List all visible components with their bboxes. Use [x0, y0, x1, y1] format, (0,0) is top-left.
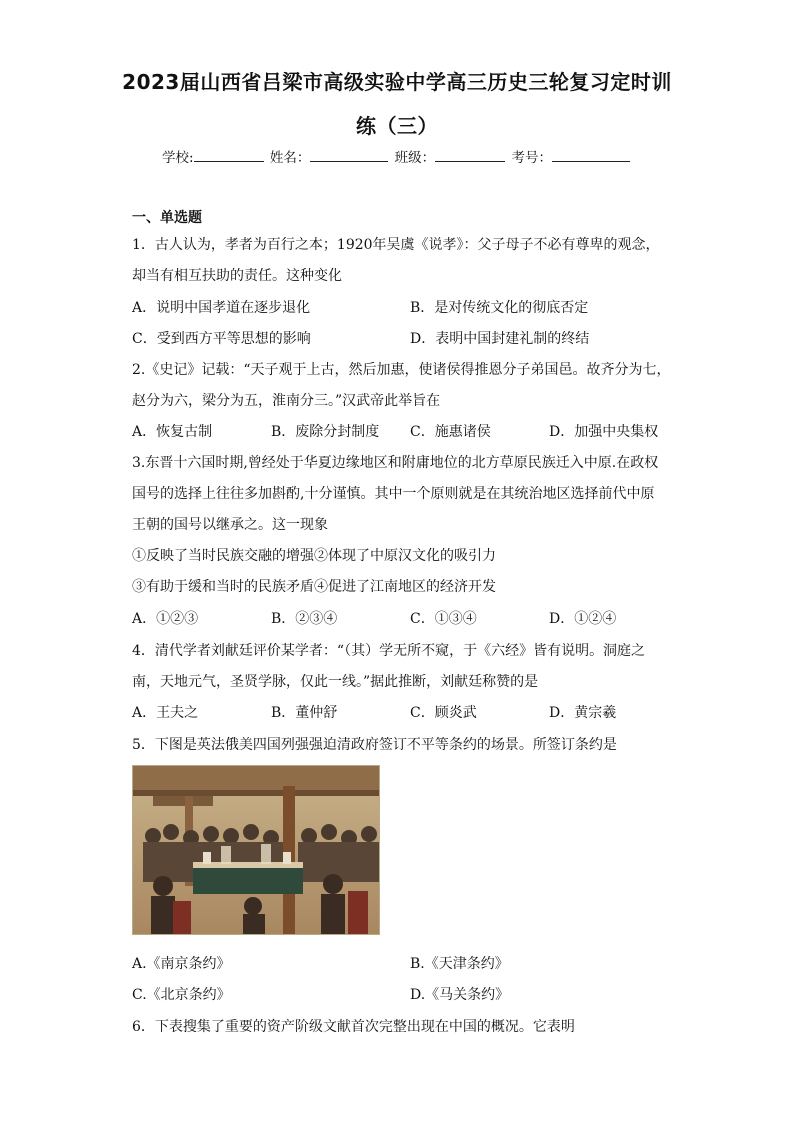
q3-stem-line2: 国号的选择上往往多加斟酌,十分谨慎。其中一个原则就是在其统治地区选择前代中原	[132, 486, 655, 502]
q4-stem-line1: 4．清代学者刘献廷评价某学者：“（其）学无所不窥，于《六经》皆有说明。洞庭之	[132, 643, 646, 659]
q4-stem-line2: 南，天地元气，圣贤学脉，仅此一线。”据此推断，刘献廷称赞的是	[132, 674, 539, 690]
q2-stem-line1: 2.《史记》记载：“天子观于上古，然后加惠，使诸侯得推恩分子弟国邑。故齐分为七，	[132, 362, 671, 378]
q1-stem-line1: 1．古人认为，孝者为百行之本；1920年吴虞《说孝》：父子母子不必有尊卑的观念，	[132, 237, 660, 253]
q3-statements-1: ①反映了当时民族交融的增强②体现了中原汉文化的吸引力	[132, 548, 496, 564]
q3-option-c[interactable]: C．①③④	[410, 611, 477, 627]
q5-option-c[interactable]: C.《北京条约》	[132, 987, 231, 1003]
name-label: 姓名：	[269, 150, 311, 166]
q6-stem-line1: 6．下表搜集了重要的资产阶级文献首次完整出现在中国的概况。它表明	[132, 1019, 575, 1035]
q3-option-a[interactable]: A．①②③	[132, 611, 199, 627]
q3-stem-line1: 3.东晋十六国时期,曾经处于华夏边缘地区和附庸地位的北方草原民族迁入中原.在政权	[132, 455, 659, 471]
q4-option-a[interactable]: A．王夫之	[132, 705, 199, 721]
exam-no-blank[interactable]	[552, 149, 630, 162]
q2-option-a[interactable]: A．恢复古制	[132, 424, 213, 440]
q4-option-b[interactable]: B．董仲舒	[271, 705, 338, 721]
page-title: 2023届山西省吕梁市高级实验中学高三历史三轮复习定时训	[122, 70, 672, 94]
q2-option-b[interactable]: B．废除分封制度	[271, 424, 380, 440]
q5-option-d[interactable]: D.《马关条约》	[410, 987, 510, 1003]
q2-option-d[interactable]: D．加强中央集权	[549, 424, 659, 440]
section-title: 一、单选题	[132, 210, 202, 226]
q1-option-d[interactable]: D．表明中国封建礼制的终结	[410, 331, 590, 347]
q1-option-c[interactable]: C．受到西方平等思想的影响	[132, 331, 311, 347]
q1-stem-line2: 却当有相互扶助的责任。这种变化	[132, 268, 342, 284]
class-label: 班级：	[394, 150, 436, 166]
name-blank[interactable]	[310, 149, 388, 162]
exam-no-label: 考号：	[511, 150, 552, 166]
q5-option-b[interactable]: B.《天津条约》	[410, 956, 509, 972]
q5-option-a[interactable]: A.《南京条约》	[132, 956, 231, 972]
q4-option-c[interactable]: C．顾炎武	[410, 705, 477, 721]
q3-option-b[interactable]: B．②③④	[271, 611, 338, 627]
page-title-continued: 练（三）	[356, 114, 438, 138]
q2-stem-line2: 赵分为六，梁分为五，淮南分三。”汉武帝此举旨在	[132, 393, 441, 409]
q1-option-a[interactable]: A．说明中国孝道在逐步退化	[132, 300, 311, 316]
treaty-signing-painting-illustration	[133, 766, 380, 935]
school-blank[interactable]	[194, 149, 264, 162]
q3-stem-line3: 王朝的国号以继承之。这一现象	[132, 517, 328, 533]
class-blank[interactable]	[435, 149, 505, 162]
school-label: 学校:	[162, 150, 194, 166]
q3-option-d[interactable]: D．①②④	[549, 611, 617, 627]
q5-stem-line1: 5．下图是英法俄美四国列强强迫清政府签订不平等条约的场景。所签订条约是	[132, 737, 617, 753]
q2-option-c[interactable]: C．施惠诸侯	[410, 424, 491, 440]
treaty-signing-painting	[132, 765, 380, 935]
student-info-line	[0, 146, 794, 166]
q1-option-b[interactable]: B．是对传统文化的彻底否定	[410, 300, 589, 316]
q4-option-d[interactable]: D．黄宗羲	[549, 705, 617, 721]
q3-statements-2: ③有助于缓和当时的民族矛盾④促进了江南地区的经济开发	[132, 579, 496, 595]
